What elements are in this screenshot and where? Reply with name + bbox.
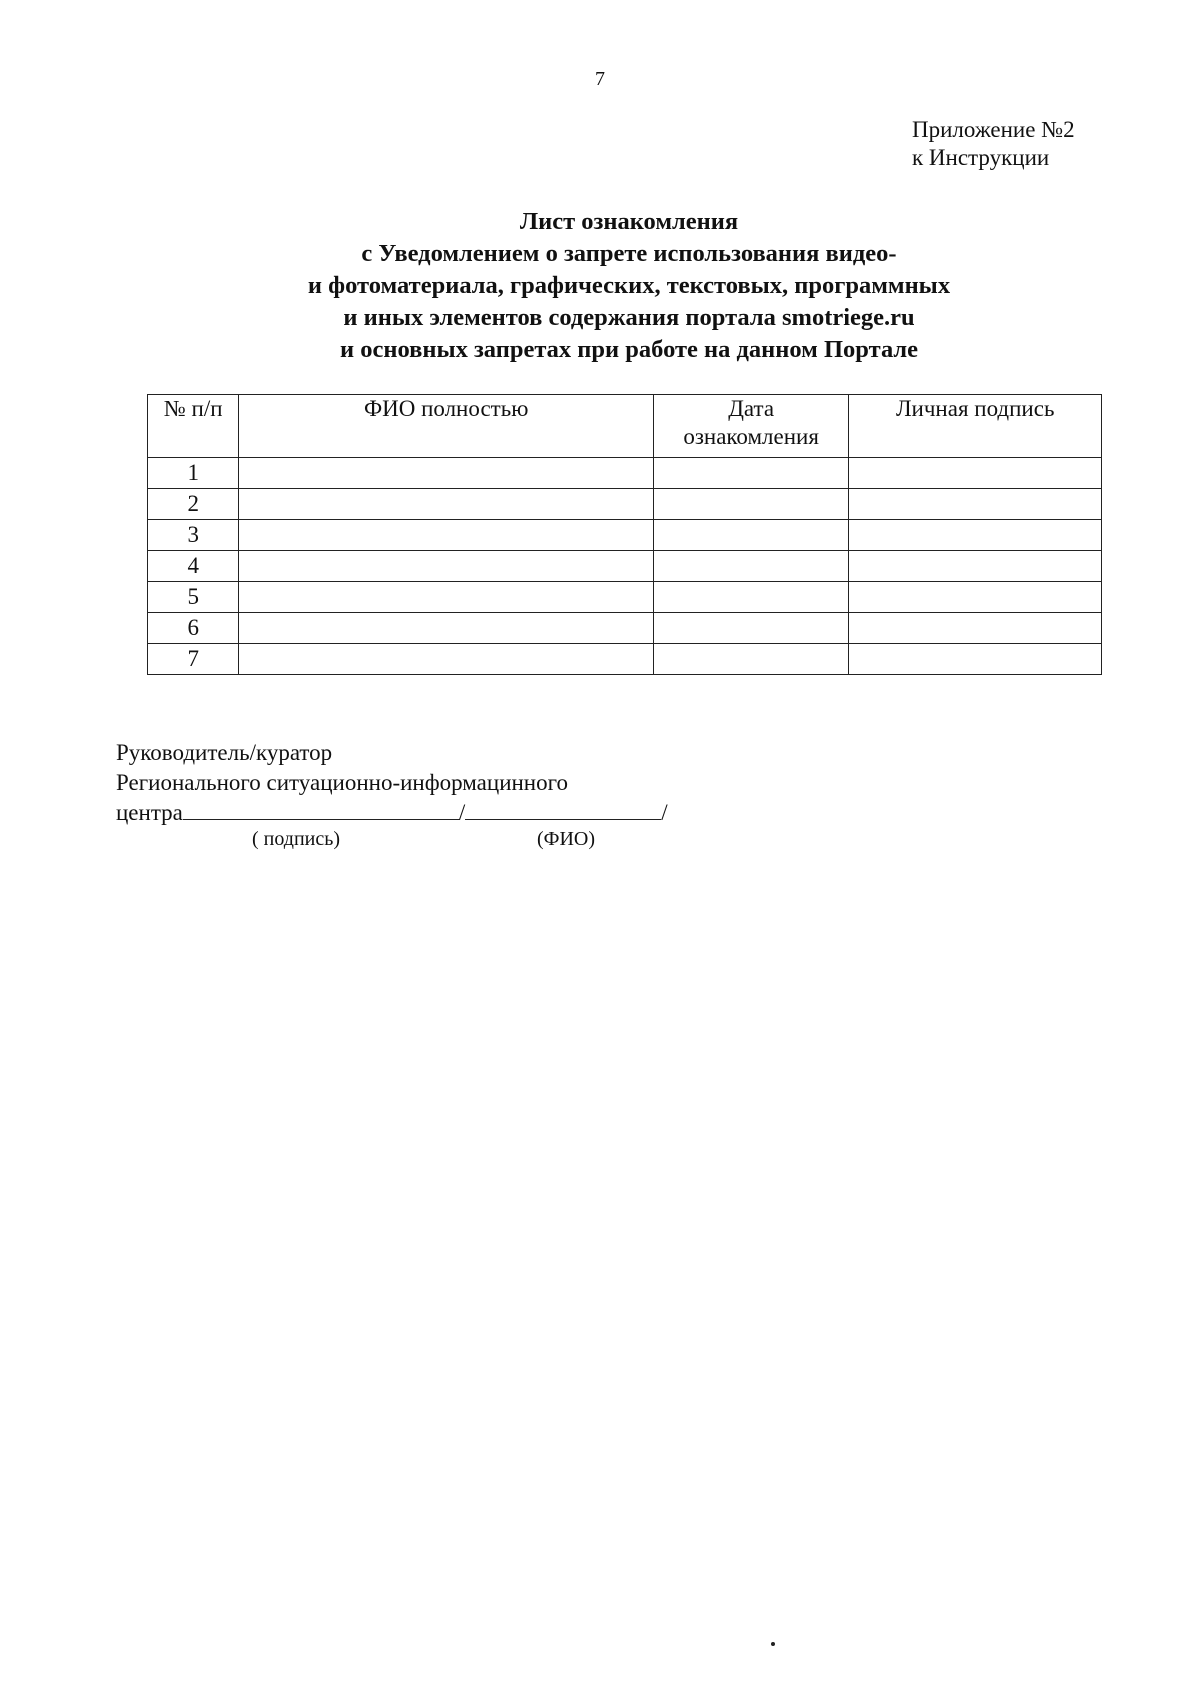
footer-line-3	[116, 798, 668, 828]
date-cell[interactable]	[653, 458, 849, 489]
table-row	[148, 489, 1102, 520]
table-row	[148, 613, 1102, 644]
header-date-line-1: Дата	[728, 396, 775, 421]
row-number-cell: 4	[148, 551, 239, 582]
center-label: центра	[116, 800, 183, 825]
date-cell[interactable]	[653, 644, 849, 675]
title-line-1: Лист ознакомления	[519, 208, 739, 235]
full-name-cell[interactable]	[239, 613, 653, 644]
header-full-name: ФИО полностью	[239, 395, 653, 458]
date-cell[interactable]	[653, 489, 849, 520]
date-cell[interactable]	[653, 520, 849, 551]
row-number-cell: 7	[148, 644, 239, 675]
signature-cell[interactable]	[849, 520, 1102, 551]
signature-cell[interactable]	[849, 489, 1102, 520]
header-signature: Личная подпись	[849, 395, 1102, 458]
row-number-cell: 2	[148, 489, 239, 520]
header-number: № п/п	[148, 395, 239, 458]
acknowledgment-table	[147, 394, 1102, 675]
separator: /	[661, 800, 668, 825]
annex-reference	[912, 116, 1075, 172]
full-name-cell[interactable]	[239, 551, 653, 582]
date-cell[interactable]	[653, 613, 849, 644]
full-name-cell[interactable]	[239, 582, 653, 613]
scan-speck	[771, 1642, 775, 1646]
table-row	[148, 520, 1102, 551]
page-number: 7	[595, 68, 605, 90]
header-date	[653, 395, 849, 458]
title-line-2: с Уведомлением о запрете использования видео-	[361, 240, 897, 267]
signature-cell[interactable]	[849, 458, 1102, 489]
signature-cell[interactable]	[849, 551, 1102, 582]
document-title	[0, 206, 1200, 366]
row-number-cell: 5	[148, 582, 239, 613]
date-cell[interactable]	[653, 551, 849, 582]
header-date-line-2: ознакомления	[683, 424, 819, 449]
annex-line-1: Приложение №2	[912, 117, 1075, 142]
signature-line[interactable]	[183, 799, 459, 820]
table-row	[148, 551, 1102, 582]
full-name-caption: (ФИО)	[537, 828, 596, 850]
full-name-cell[interactable]	[239, 458, 653, 489]
signature-cell[interactable]	[849, 644, 1102, 675]
full-name-cell[interactable]	[239, 520, 653, 551]
signature-cell[interactable]	[849, 613, 1102, 644]
full-name-cell[interactable]	[239, 489, 653, 520]
full-name-line[interactable]	[465, 799, 661, 820]
table-row	[148, 644, 1102, 675]
footer-line-2: Регионального ситуационно-информацинного	[116, 770, 568, 795]
row-number-cell: 1	[148, 458, 239, 489]
title-line-3: и фотоматериала, графических, текстовых, программных	[307, 272, 951, 299]
signature-cell[interactable]	[849, 582, 1102, 613]
title-line-4: и иных элементов содержания портала smotriege.ru	[343, 304, 915, 331]
separator: /	[458, 800, 466, 825]
row-number-cell: 6	[148, 613, 239, 644]
signature-caption: ( подпись)	[252, 828, 341, 850]
footer-line-1: Руководитель/куратор	[116, 740, 333, 765]
date-cell[interactable]	[653, 582, 849, 613]
table-header-row	[148, 395, 1102, 458]
signature-block	[116, 738, 668, 828]
full-name-cell[interactable]	[239, 644, 653, 675]
annex-line-2: к Инструкции	[912, 145, 1050, 170]
table-row	[148, 582, 1102, 613]
table-row	[148, 458, 1102, 489]
title-line-5: и основных запретах при работе на данном Портале	[339, 336, 919, 363]
row-number-cell: 3	[148, 520, 239, 551]
